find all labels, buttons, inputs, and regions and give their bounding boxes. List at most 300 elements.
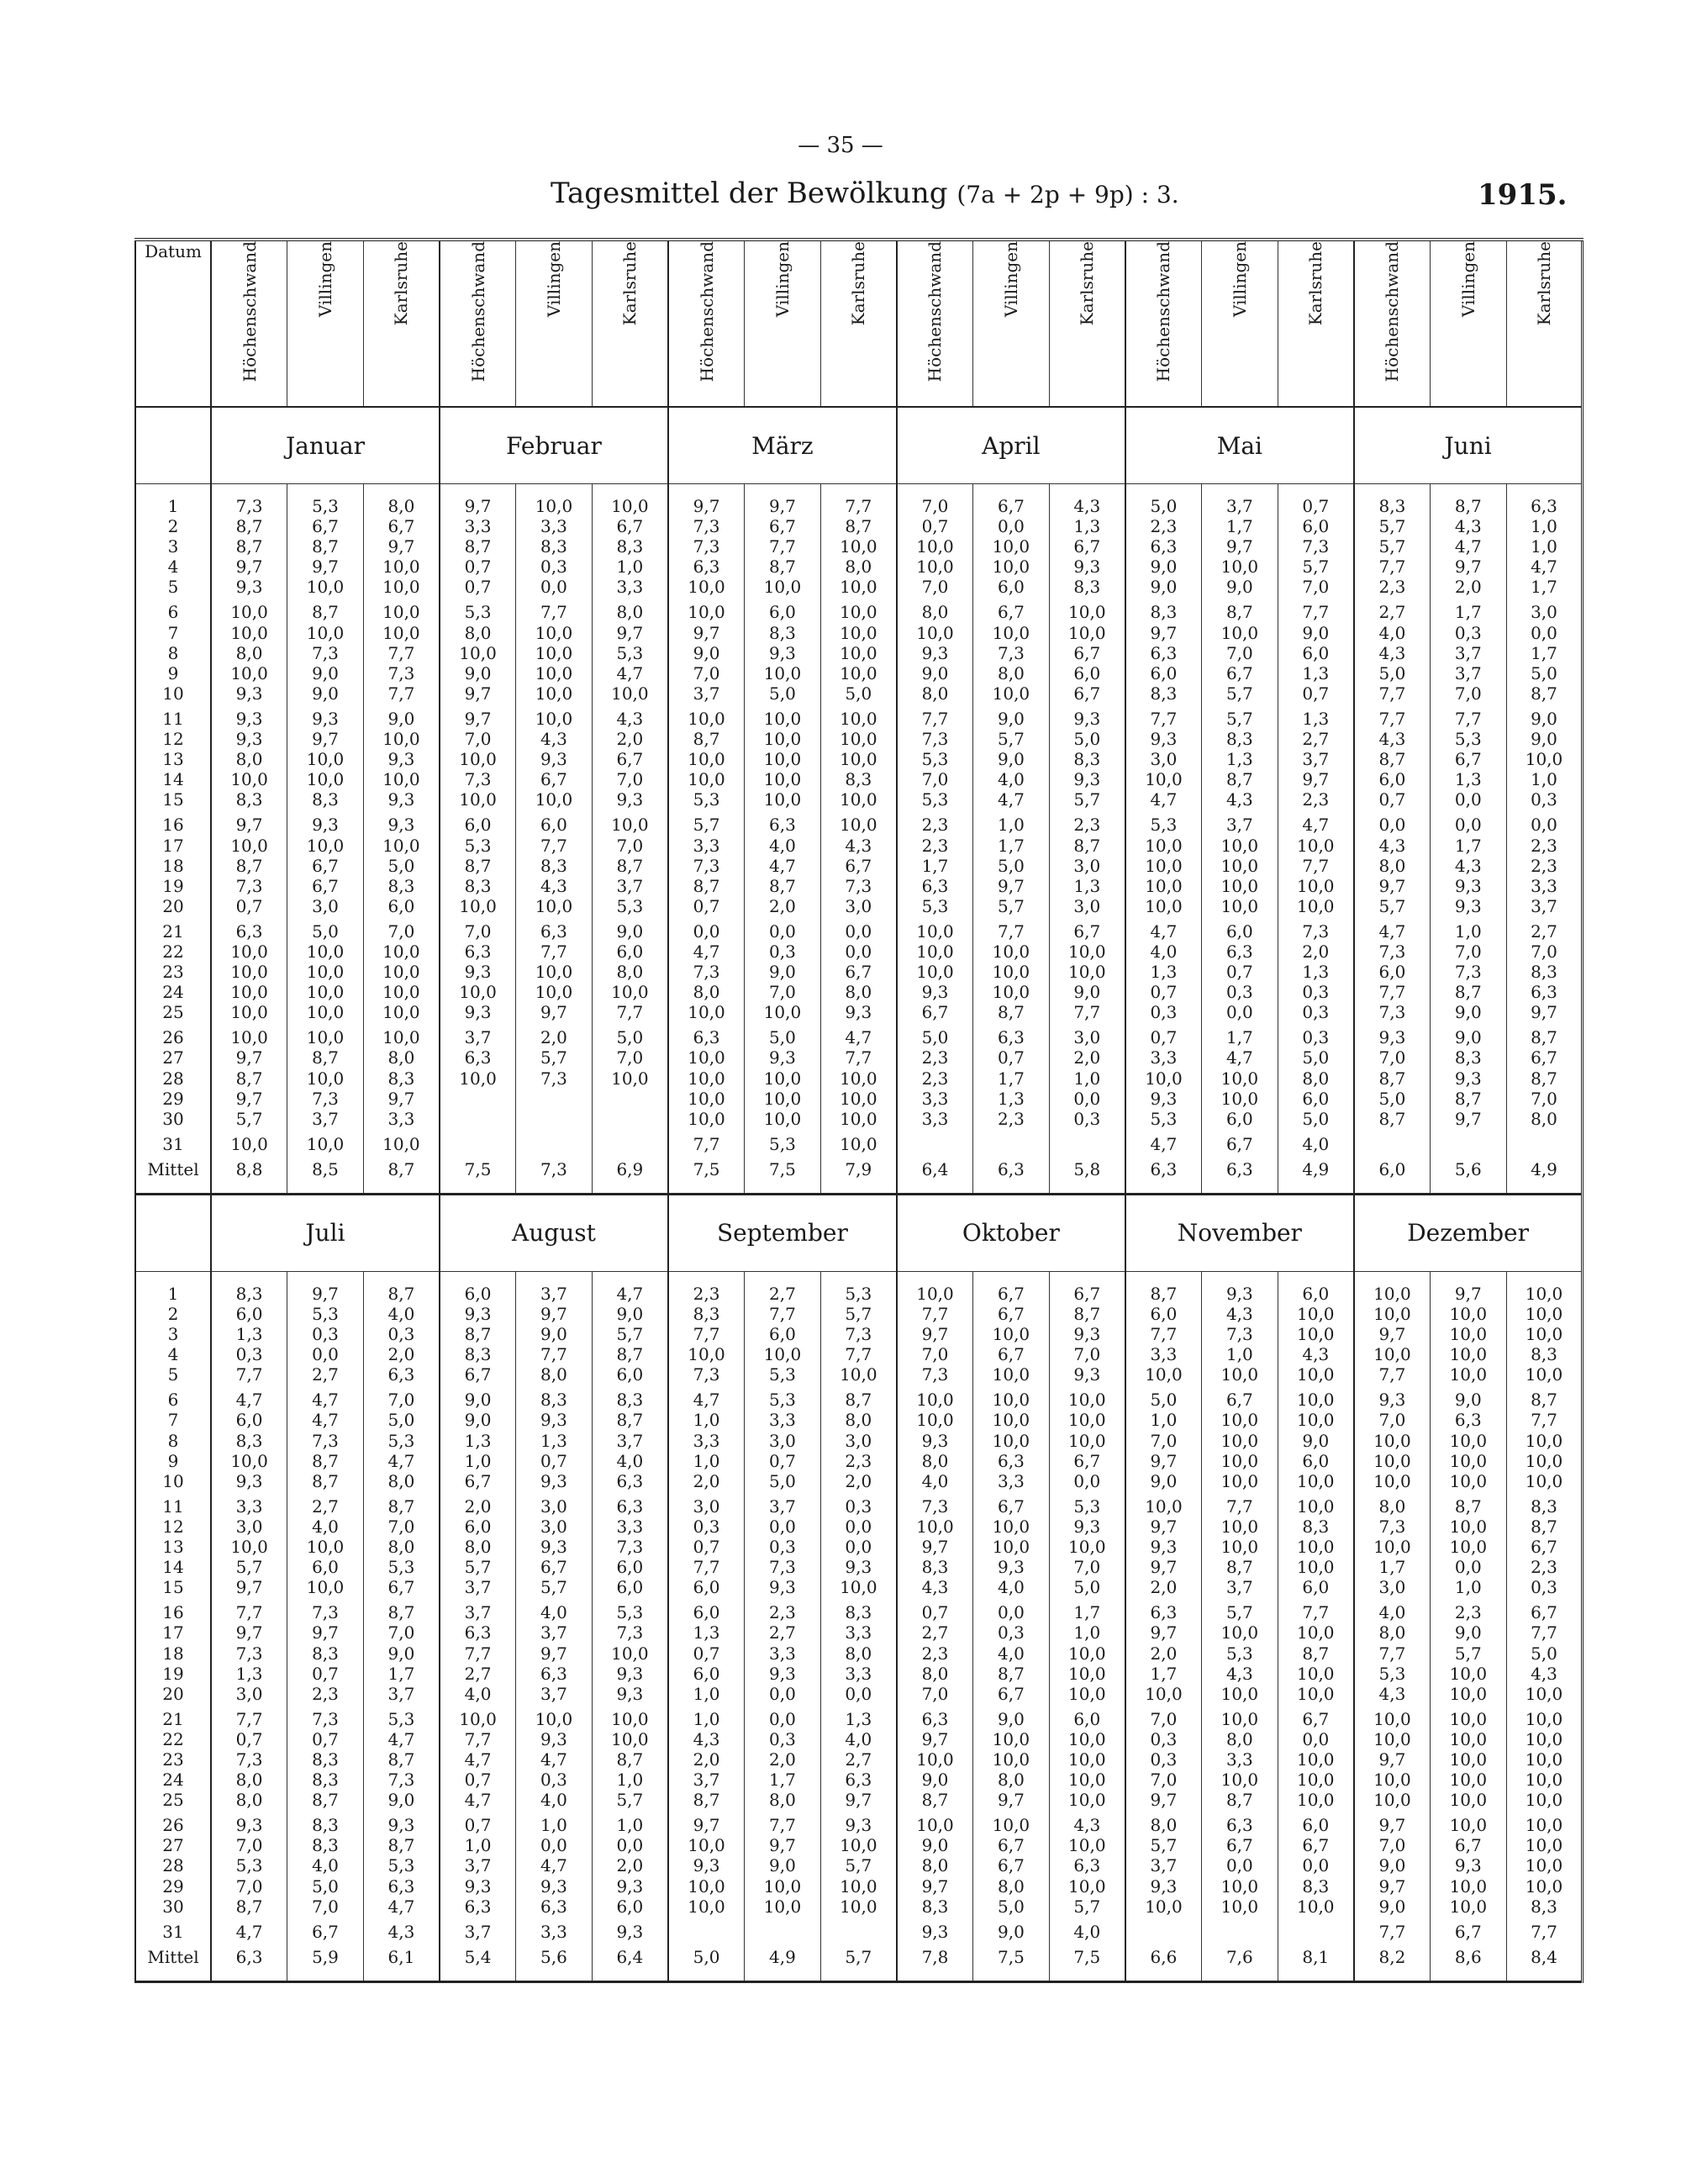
cell-value: 16 xyxy=(162,1602,184,1623)
cell-value: 9,3 xyxy=(921,1430,949,1451)
cell-value: 4,3 xyxy=(921,1577,949,1598)
cell-value: 6,7 xyxy=(1454,749,1482,770)
cell-value: 10,0 xyxy=(306,1537,345,1558)
cell-value: 7,7 xyxy=(616,1002,644,1023)
cell-value: 6,0 xyxy=(464,1516,492,1537)
cell-value: 3,0 xyxy=(312,895,339,916)
cell-value: 9,3 xyxy=(464,1304,492,1324)
cell-value: 10,0 xyxy=(1373,1537,1411,1558)
cell-value: 10,0 xyxy=(230,962,268,983)
cell-value: 9,3 xyxy=(235,729,263,750)
cell-value: 10,0 xyxy=(1220,1088,1259,1109)
cell-value: 10,0 xyxy=(916,962,954,983)
cell-value: 9,0 xyxy=(1150,557,1178,578)
cell-value: 9,3 xyxy=(1225,1283,1253,1304)
cell-value: 5,3 xyxy=(616,642,644,663)
cell-value: 7,3 xyxy=(312,1602,339,1623)
cell-value: 10,0 xyxy=(992,1410,1030,1431)
cell-value: 9,0 xyxy=(387,1790,415,1811)
cell-value: 3,3 xyxy=(769,1643,796,1664)
cell-value xyxy=(593,1089,667,1109)
station-column xyxy=(592,484,668,1159)
cell-value: 3,7 xyxy=(464,1921,492,1942)
cell-value: 7,0 xyxy=(387,1516,415,1537)
mittel-value: 5,8 xyxy=(1049,1159,1125,1195)
cell-value: 12 xyxy=(162,1516,184,1537)
cell-value: 2,3 xyxy=(769,1602,796,1623)
station-name: Höchenschwand xyxy=(467,241,488,382)
cell-value: 0,3 xyxy=(1302,982,1330,1003)
cell-value: 10,0 xyxy=(1220,835,1259,856)
station-column xyxy=(897,484,973,1159)
cell-value: 4,7 xyxy=(845,1027,872,1048)
cell-value: 7,3 xyxy=(312,1708,339,1729)
cell-value: 3,3 xyxy=(540,1921,567,1942)
cell-value: 9,7 xyxy=(235,1622,263,1643)
cell-value: 10,0 xyxy=(840,789,877,810)
cell-value: 0,0 xyxy=(1531,815,1557,836)
cell-value: 0,0 xyxy=(845,921,872,942)
cell-value: 8,7 xyxy=(312,1790,339,1811)
cell-value: 10,0 xyxy=(763,729,802,750)
cell-value: 0,7 xyxy=(464,557,492,578)
cell-value: 10,0 xyxy=(611,1708,649,1729)
mittel-value: 8,4 xyxy=(1506,1947,1583,1982)
cell-value: 5,3 xyxy=(693,789,720,810)
cell-value xyxy=(1278,1917,1353,1942)
cell-value: 0,0 xyxy=(845,1683,872,1704)
cell-value: 9,3 xyxy=(387,815,415,836)
cell-value: 3,3 xyxy=(1150,1047,1178,1068)
cell-value: 8,7 xyxy=(235,855,263,876)
cell-value: 20 xyxy=(162,1683,184,1704)
station-header xyxy=(820,240,897,407)
cell-value: 4,3 xyxy=(540,875,567,896)
cell-value: 10,0 xyxy=(992,1516,1030,1537)
cell-value: 4,0 xyxy=(616,1450,644,1471)
cell-value: 4,7 xyxy=(616,1283,644,1304)
cell-value: 7,7 xyxy=(1150,708,1178,729)
cell-value: 10,0 xyxy=(230,835,268,856)
cell-value: 10,0 xyxy=(1525,1790,1563,1811)
cell-value: 5,7 xyxy=(235,1108,263,1129)
cell-value: 10,0 xyxy=(916,1410,954,1431)
station-column xyxy=(592,1271,668,1946)
cell-value: 4,3 xyxy=(616,708,644,729)
cell-value: 7,3 xyxy=(1378,1002,1406,1023)
cell-value: 10,0 xyxy=(1525,1364,1563,1385)
cell-value: 4,3 xyxy=(1225,789,1253,810)
cell-value: 1,0 xyxy=(1150,1410,1178,1431)
cell-value: 6,7 xyxy=(769,516,796,537)
cell-value: 7,7 xyxy=(921,1304,949,1324)
cell-value: 9,0 xyxy=(693,642,720,663)
cell-value: 4,7 xyxy=(235,1921,263,1942)
cell-value: 5,0 xyxy=(312,1875,339,1896)
station-name: Höchenschwand xyxy=(696,241,717,382)
cell-value: 7,0 xyxy=(1454,683,1482,704)
cell-value: 16 xyxy=(162,815,184,836)
station-name: Villingen xyxy=(1457,241,1478,318)
cell-value: 1,3 xyxy=(1073,875,1101,896)
cell-value: 7,7 xyxy=(1302,602,1330,623)
cell-value xyxy=(593,1129,667,1154)
cell-value: 7,7 xyxy=(235,1708,263,1729)
station-column xyxy=(440,1271,516,1946)
cell-value: 10,0 xyxy=(840,1108,877,1129)
cell-value: 0,0 xyxy=(1073,1470,1101,1491)
cell-value: 9,7 xyxy=(1378,1749,1406,1770)
cell-value: 9,0 xyxy=(769,962,796,983)
cell-value: 10,0 xyxy=(840,729,877,750)
cell-value: 9,3 xyxy=(312,815,339,836)
cell-value: 4,3 xyxy=(1454,855,1482,876)
month-name: Mai xyxy=(1125,407,1354,484)
station-header xyxy=(1278,240,1354,407)
cell-value: 5,7 xyxy=(1150,1835,1178,1856)
cell-value: 2 xyxy=(167,1304,179,1324)
cell-value: 2,3 xyxy=(1531,835,1557,856)
cell-value: 5 xyxy=(167,1364,179,1385)
cell-value: 6,0 xyxy=(1302,1577,1330,1598)
cell-value: 10,0 xyxy=(763,769,802,790)
cell-value: 9,7 xyxy=(540,1002,567,1023)
cell-value: 2,7 xyxy=(1531,921,1557,942)
cell-value: 1,0 xyxy=(616,1815,644,1836)
station-column xyxy=(820,484,897,1159)
cell-value: 4,3 xyxy=(1378,835,1406,856)
cell-value: 22 xyxy=(162,1728,184,1749)
cell-value: 9,7 xyxy=(1454,1283,1482,1304)
cell-value: 10,0 xyxy=(916,536,954,557)
cell-value: 4,3 xyxy=(387,1921,415,1942)
cell-value: 5,7 xyxy=(616,1790,644,1811)
cell-value: 1,7 xyxy=(1225,516,1253,537)
month-name: April xyxy=(897,407,1125,484)
cell-value xyxy=(973,1129,1049,1154)
cell-value: 8,0 xyxy=(1378,855,1406,876)
cell-value: 9,3 xyxy=(1378,1390,1406,1411)
cell-value: 8,0 xyxy=(540,1364,567,1385)
cell-value: 7,7 xyxy=(540,941,567,962)
cell-value: 8,7 xyxy=(845,516,872,537)
cell-value: 6,7 xyxy=(1531,1047,1557,1068)
cell-value: 10,0 xyxy=(1297,1364,1335,1385)
cell-value: 10,0 xyxy=(1220,1410,1259,1431)
cell-value: 10,0 xyxy=(1449,1324,1488,1345)
cell-value: 2,7 xyxy=(1378,602,1406,623)
cell-value: 5,3 xyxy=(1073,1496,1101,1517)
cell-value: 3,3 xyxy=(1225,1749,1253,1770)
cell-value: 8,0 xyxy=(1531,1108,1557,1129)
station-name: Höchenschwand xyxy=(925,241,946,382)
cell-value: 8,7 xyxy=(387,1749,415,1770)
cell-value: 10,0 xyxy=(382,982,420,1003)
cell-value: 10,0 xyxy=(1297,835,1335,856)
cell-value: 6,3 xyxy=(235,921,263,942)
cell-value: 9,3 xyxy=(769,1577,796,1598)
cell-value: 10,0 xyxy=(1525,1770,1563,1791)
cell-value: 10,0 xyxy=(1525,1835,1563,1856)
cell-value: 5,0 xyxy=(616,1027,644,1048)
cell-value: 8,3 xyxy=(1150,683,1178,704)
cell-value: 9,7 xyxy=(464,683,492,704)
cell-value: 10,0 xyxy=(230,662,268,683)
cell-value: 6,3 xyxy=(464,1622,492,1643)
cell-value: 7,3 xyxy=(540,1068,567,1089)
cell-value: 8,3 xyxy=(1454,1047,1482,1068)
mittel-value: 6,4 xyxy=(592,1947,668,1982)
cell-value: 6,7 xyxy=(1531,1602,1557,1623)
cell-value: 10,0 xyxy=(459,982,497,1003)
cell-value: 10,0 xyxy=(535,982,573,1003)
cell-value: 6,7 xyxy=(1531,1537,1557,1558)
cell-value: 10,0 xyxy=(1220,1450,1259,1471)
cell-value: 1,0 xyxy=(693,1450,720,1471)
cell-value: 9,0 xyxy=(387,708,415,729)
cell-value: 7,0 xyxy=(387,1622,415,1643)
cell-value: 5,0 xyxy=(1378,1088,1406,1109)
cell-value: 7,0 xyxy=(464,921,492,942)
cell-value: 10,0 xyxy=(840,602,877,623)
cell-value: 2,0 xyxy=(693,1749,720,1770)
mittel-value: 8,1 xyxy=(1278,1947,1354,1982)
cell-value: 7,0 xyxy=(1531,1088,1557,1109)
day-numbers xyxy=(135,484,211,1159)
cell-value: 5,3 xyxy=(845,1283,872,1304)
cell-value: 3,7 xyxy=(616,1430,644,1451)
cell-value: 9,3 xyxy=(1073,1324,1101,1345)
station-header xyxy=(1431,240,1507,407)
station-header xyxy=(1049,240,1125,407)
cell-value: 5,7 xyxy=(540,1577,567,1598)
station-column xyxy=(440,484,516,1159)
cell-value: 7,7 xyxy=(1378,1921,1406,1942)
cell-value: 7,3 xyxy=(1378,1516,1406,1537)
cell-value: 9,7 xyxy=(387,1088,415,1109)
cell-value: 5,0 xyxy=(997,855,1025,876)
cell-value: 5,0 xyxy=(997,1896,1025,1917)
cell-value: 8,0 xyxy=(387,1047,415,1068)
cell-value: 9,7 xyxy=(1225,536,1253,557)
cell-value: 8,3 xyxy=(921,1896,949,1917)
cell-value: 8,0 xyxy=(616,602,644,623)
cell-value: 10,0 xyxy=(1449,1663,1488,1684)
cell-value: 1,0 xyxy=(540,1815,567,1836)
cell-value: 10,0 xyxy=(688,749,725,770)
cell-value: 10,0 xyxy=(611,496,649,516)
cell-value: 6,7 xyxy=(997,1855,1025,1876)
cell-value: 2,0 xyxy=(1454,577,1482,598)
cell-value: 4,7 xyxy=(235,1390,263,1411)
cell-value: 13 xyxy=(162,749,184,770)
cell-value: 10,0 xyxy=(763,577,802,598)
cell-value: 4,0 xyxy=(921,1470,949,1491)
cell-value: 5,0 xyxy=(921,1027,949,1048)
cell-value: 7,0 xyxy=(235,1835,263,1856)
cell-value: 5,3 xyxy=(616,1602,644,1623)
cell-value: 7,7 xyxy=(845,1344,872,1365)
cell-value: 4,0 xyxy=(540,1602,567,1623)
cell-value: 1,7 xyxy=(1225,1027,1253,1048)
station-column xyxy=(1125,1271,1202,1946)
cell-value: 0,7 xyxy=(1302,496,1330,516)
cell-value: 8,7 xyxy=(464,536,492,557)
cell-value: 0,7 xyxy=(1378,789,1406,810)
cell-value: 3,3 xyxy=(1531,875,1557,896)
cell-value: 8,0 xyxy=(1378,1622,1406,1643)
cell-value: 9,3 xyxy=(616,1921,644,1942)
cell-value: 6,7 xyxy=(1225,1390,1253,1411)
cell-value: 2,0 xyxy=(1150,1643,1178,1664)
cell-value: 6,0 xyxy=(1302,1283,1330,1304)
cell-value: 0,0 xyxy=(769,1683,796,1704)
cell-value: 6,3 xyxy=(1531,496,1557,516)
cell-value: 2,3 xyxy=(845,1450,872,1471)
cell-value: 10,0 xyxy=(1220,1364,1259,1385)
station-name: Karlsruhe xyxy=(848,241,869,326)
cell-value: 7,3 xyxy=(312,1088,339,1109)
cell-value: 6,3 xyxy=(616,1470,644,1491)
cell-value: 0,0 xyxy=(997,1602,1025,1623)
cell-value: 7,3 xyxy=(1378,941,1406,962)
cell-value: 1,3 xyxy=(1225,749,1253,770)
cell-value: 30 xyxy=(162,1108,184,1129)
cell-value: 4,7 xyxy=(693,1390,720,1411)
cell-value: 9,3 xyxy=(921,982,949,1003)
cell-value: 5,3 xyxy=(235,1855,263,1876)
cell-value: 7,3 xyxy=(235,875,263,896)
cell-value: 4,7 xyxy=(1150,789,1178,810)
cell-value: 5,7 xyxy=(464,1557,492,1578)
cell-value: 5,7 xyxy=(540,1047,567,1068)
cell-value: 1,0 xyxy=(1073,1068,1101,1089)
cell-value: 6,0 xyxy=(1302,1450,1330,1471)
cell-value: 7,3 xyxy=(1454,962,1482,983)
cell-value: 3,3 xyxy=(540,516,567,537)
cell-value: 6,7 xyxy=(997,602,1025,623)
station-column xyxy=(973,1271,1050,1946)
cell-value: 10,0 xyxy=(1220,875,1259,896)
cell-value: 10,0 xyxy=(1297,1557,1335,1578)
cell-value: 10,0 xyxy=(1525,1324,1563,1345)
cell-value: 10,0 xyxy=(916,622,954,643)
cell-value: 7,0 xyxy=(235,1875,263,1896)
cell-value: 10,0 xyxy=(916,1390,954,1411)
cell-value: 8,7 xyxy=(1531,1390,1557,1411)
cell-value: 10,0 xyxy=(1220,1896,1259,1917)
cell-value: 8,3 xyxy=(1531,1344,1557,1365)
cell-value: 1,0 xyxy=(1454,1577,1482,1598)
cell-value: 8,0 xyxy=(997,1875,1025,1896)
cell-value: 2,0 xyxy=(540,1027,567,1048)
cell-value: 5,3 xyxy=(387,1855,415,1876)
cell-value: 0,7 xyxy=(312,1663,339,1684)
cell-value: 5,0 xyxy=(1150,1390,1178,1411)
station-column xyxy=(1278,484,1354,1159)
station-column xyxy=(1506,484,1583,1159)
cell-value: 5,0 xyxy=(1150,496,1178,516)
cell-value: 0,7 xyxy=(693,1643,720,1664)
cell-value: 10,0 xyxy=(306,1133,345,1154)
cell-value: 10,0 xyxy=(992,1728,1030,1749)
mittel-value: 7,8 xyxy=(897,1947,973,1982)
cell-value: 6,7 xyxy=(312,855,339,876)
cell-value xyxy=(440,1089,515,1109)
station-column xyxy=(668,1271,745,1946)
cell-value: 6,7 xyxy=(1225,1835,1253,1856)
cell-value: 14 xyxy=(162,769,184,790)
cell-value: 10,0 xyxy=(1297,1496,1335,1517)
cell-value: 0,7 xyxy=(235,895,263,916)
cell-value: 5,7 xyxy=(1225,683,1253,704)
cell-value: 5,7 xyxy=(1302,557,1330,578)
cell-value: 9,7 xyxy=(1150,1622,1178,1643)
cell-value xyxy=(440,1109,515,1129)
cell-value: 26 xyxy=(162,1027,184,1048)
cell-value: 8,3 xyxy=(540,1390,567,1411)
cell-value: 8,7 xyxy=(616,1344,644,1365)
cell-value: 10,0 xyxy=(992,962,1030,983)
cell-value: 7,3 xyxy=(235,1643,263,1664)
cell-value: 6,7 xyxy=(1454,1921,1482,1942)
cell-value: 0,0 xyxy=(1454,815,1482,836)
cell-value: 10,0 xyxy=(916,1815,954,1836)
station-column xyxy=(820,1271,897,1946)
cell-value: 9 xyxy=(167,1450,179,1471)
cell-value: 9,0 xyxy=(387,1643,415,1664)
station-header xyxy=(1506,240,1583,407)
cell-value: 10,0 xyxy=(840,749,877,770)
cell-value: 0,3 xyxy=(769,941,796,962)
cell-value xyxy=(898,1129,972,1154)
cell-value: 3,7 xyxy=(693,683,720,704)
cell-value: 10,0 xyxy=(1068,1749,1106,1770)
cell-value: 7,7 xyxy=(1531,1622,1557,1643)
cell-value: 4,7 xyxy=(769,855,796,876)
cell-value: 10,0 xyxy=(840,536,877,557)
cell-value: 5,7 xyxy=(616,1324,644,1345)
cell-value: 24 xyxy=(162,1770,184,1791)
cell-value: 3,7 xyxy=(1454,642,1482,663)
cell-value: 0,3 xyxy=(769,1728,796,1749)
cell-value: 1,7 xyxy=(1150,1663,1178,1684)
cell-value: 10,0 xyxy=(306,622,345,643)
cell-value: 10,0 xyxy=(1449,1770,1488,1791)
mittel-value: 4,9 xyxy=(1278,1159,1354,1195)
cell-value: 9,7 xyxy=(997,1790,1025,1811)
cell-value: 8,7 xyxy=(997,1002,1025,1023)
cell-value: 6,0 xyxy=(997,577,1025,598)
cell-value: 5,3 xyxy=(312,1304,339,1324)
cell-value: 6,0 xyxy=(616,1577,644,1598)
cell-value: 6,7 xyxy=(540,769,567,790)
cell-value: 7,0 xyxy=(921,769,949,790)
cell-value: 5,7 xyxy=(997,895,1025,916)
cell-value: 10,0 xyxy=(1449,1516,1488,1537)
cell-value: 10,0 xyxy=(382,729,420,750)
cell-value: 0,3 xyxy=(845,1496,872,1517)
cell-value: 4,3 xyxy=(693,1728,720,1749)
cell-value: 8,7 xyxy=(464,1324,492,1345)
cell-value: 0,3 xyxy=(1302,1002,1330,1023)
cell-value: 0,7 xyxy=(464,1770,492,1791)
mittel-value: 5,6 xyxy=(516,1947,593,1982)
cell-value: 5,0 xyxy=(1073,1577,1101,1598)
cell-value: 7,0 xyxy=(1073,1344,1101,1365)
cell-value: 9,7 xyxy=(616,622,644,643)
cell-value: 8,3 xyxy=(1150,602,1178,623)
